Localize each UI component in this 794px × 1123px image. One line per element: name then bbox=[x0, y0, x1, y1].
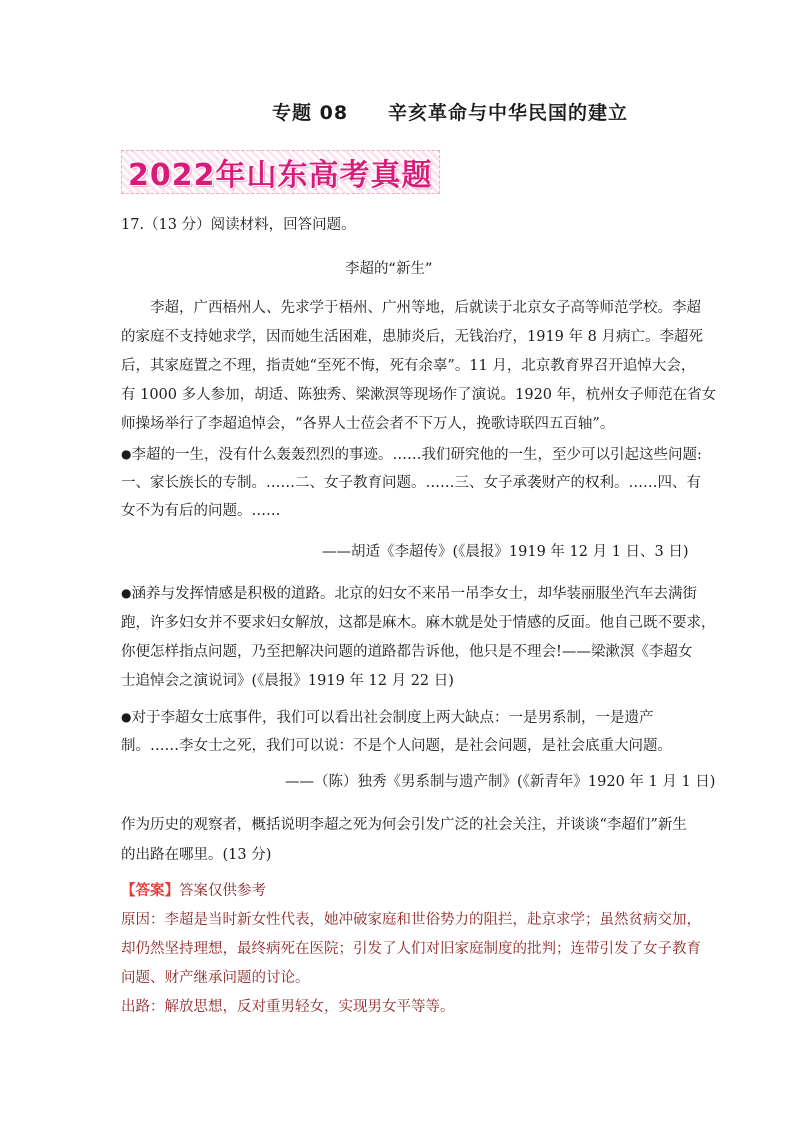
banner-text: 2022年山东高考真题 bbox=[128, 158, 433, 193]
question-header: 17.（13 分）阅读材料，回答问题。 bbox=[121, 217, 356, 233]
quote-line: 涵养与发挥情感是积极的道路。北京的妇女不来吊一吊李女士，却华装丽服坐汽车去满街 bbox=[131, 586, 697, 602]
answer-line: 却仍然坚持理想，最终病死在医院；引发了人们对旧家庭制度的批判；连带引发了女子教育 bbox=[121, 941, 701, 957]
quote-chen bbox=[121, 703, 681, 760]
quote-liang bbox=[121, 579, 716, 696]
quote-line: 跑，许多妇女并不要求妇女解放，这都是麻木。麻木就是处于情感的反面。他自己既不要求， bbox=[121, 615, 716, 631]
quote-hushi bbox=[121, 440, 702, 525]
paragraph-line: 有 1000 多人参加，胡适、陈独秀、梁漱溟等现场作了演说。1920 年，杭州女子师范在省女 bbox=[121, 387, 717, 403]
material-paragraph bbox=[121, 294, 717, 439]
paragraph-line: 的家庭不支持她求学，因而她生活困难，患肺炎后，无钱治疗，1919 年 8 月病亡。李超死 bbox=[121, 329, 703, 345]
answer-line: 问题、财产继承问题的讨论。 bbox=[121, 970, 310, 986]
bullet-icon: ● bbox=[121, 586, 132, 600]
quote-line: 一、家长族长的专制。……二、女子教育问题。……三、女子承袭财产的权利。……四、有 bbox=[121, 475, 701, 491]
answer-line: 原因：李超是当时新女性代表，她冲破家庭和世俗势力的阻拦，赴京求学；虽然贫病交加， bbox=[121, 912, 701, 928]
quote-source: ——（陈）独秀《男系制与遗产制》(《新青年》1920 年 1 月 1 日) bbox=[285, 774, 716, 790]
quote-line: 对于李超女士底事件，我们可以看出社会制度上两大缺点：一是男系制，一是遗产 bbox=[131, 710, 654, 726]
quote-line: 士追悼会之演说词》(《晨报》1919 年 12 月 22 日) bbox=[121, 673, 454, 689]
page-title: 专题 08 辛亥革命与中华民国的建立 bbox=[272, 102, 629, 124]
quote-line: 女不为有后的问题。…… bbox=[121, 503, 281, 519]
exam-banner bbox=[121, 150, 440, 194]
bullet-icon: ● bbox=[121, 710, 132, 724]
answer-block bbox=[121, 876, 701, 1022]
bullet-icon: ● bbox=[121, 447, 132, 461]
answer-note: 答案仅供参考 bbox=[179, 883, 266, 899]
paragraph-line: 李超，广西梧州人、先求学于梧州、广州等地，后就读于北京女子高等师范学校。李超 bbox=[150, 300, 701, 316]
material-title: 李超的“新生” bbox=[345, 261, 433, 277]
answer-line: 出路：解放思想，反对重男轻女，实现男女平等等。 bbox=[121, 999, 455, 1015]
quote-line: 李超的一生，没有什么轰轰烈烈的事迹。……我们研究他的一生，至少可以引起这些问题: bbox=[131, 447, 702, 463]
paragraph-line: 后，其家庭置之不理，指责她“至死不悔，死有余辜”。11 月，北京教育界召开追悼大会， bbox=[121, 358, 696, 374]
paragraph-line: 师操场举行了李超追悼会，“各界人士莅会者不下万人，挽歌诗联四五百轴”。 bbox=[121, 416, 615, 432]
answer-tag: 【答案】 bbox=[121, 882, 179, 899]
quote-line: 制。……李女士之死，我们可以说：不是个人问题，是社会问题，是社会底重大问题。 bbox=[121, 738, 672, 754]
quote-source: ——胡适《李超传》(《晨报》1919 年 12 月 1 日、3 日) bbox=[322, 544, 689, 560]
task-line: 的出路在哪里。(13 分) bbox=[121, 847, 272, 863]
quote-line: 你便怎样指点问题，乃至把解决问题的道路都告诉他，他只是不理会!——梁漱溟《李超女 bbox=[121, 644, 693, 660]
task-line: 作为历史的观察者，概括说明李超之死为何会引发广泛的社会关注，并谈谈“李超们”新生 bbox=[121, 817, 687, 833]
question-task bbox=[121, 810, 687, 870]
